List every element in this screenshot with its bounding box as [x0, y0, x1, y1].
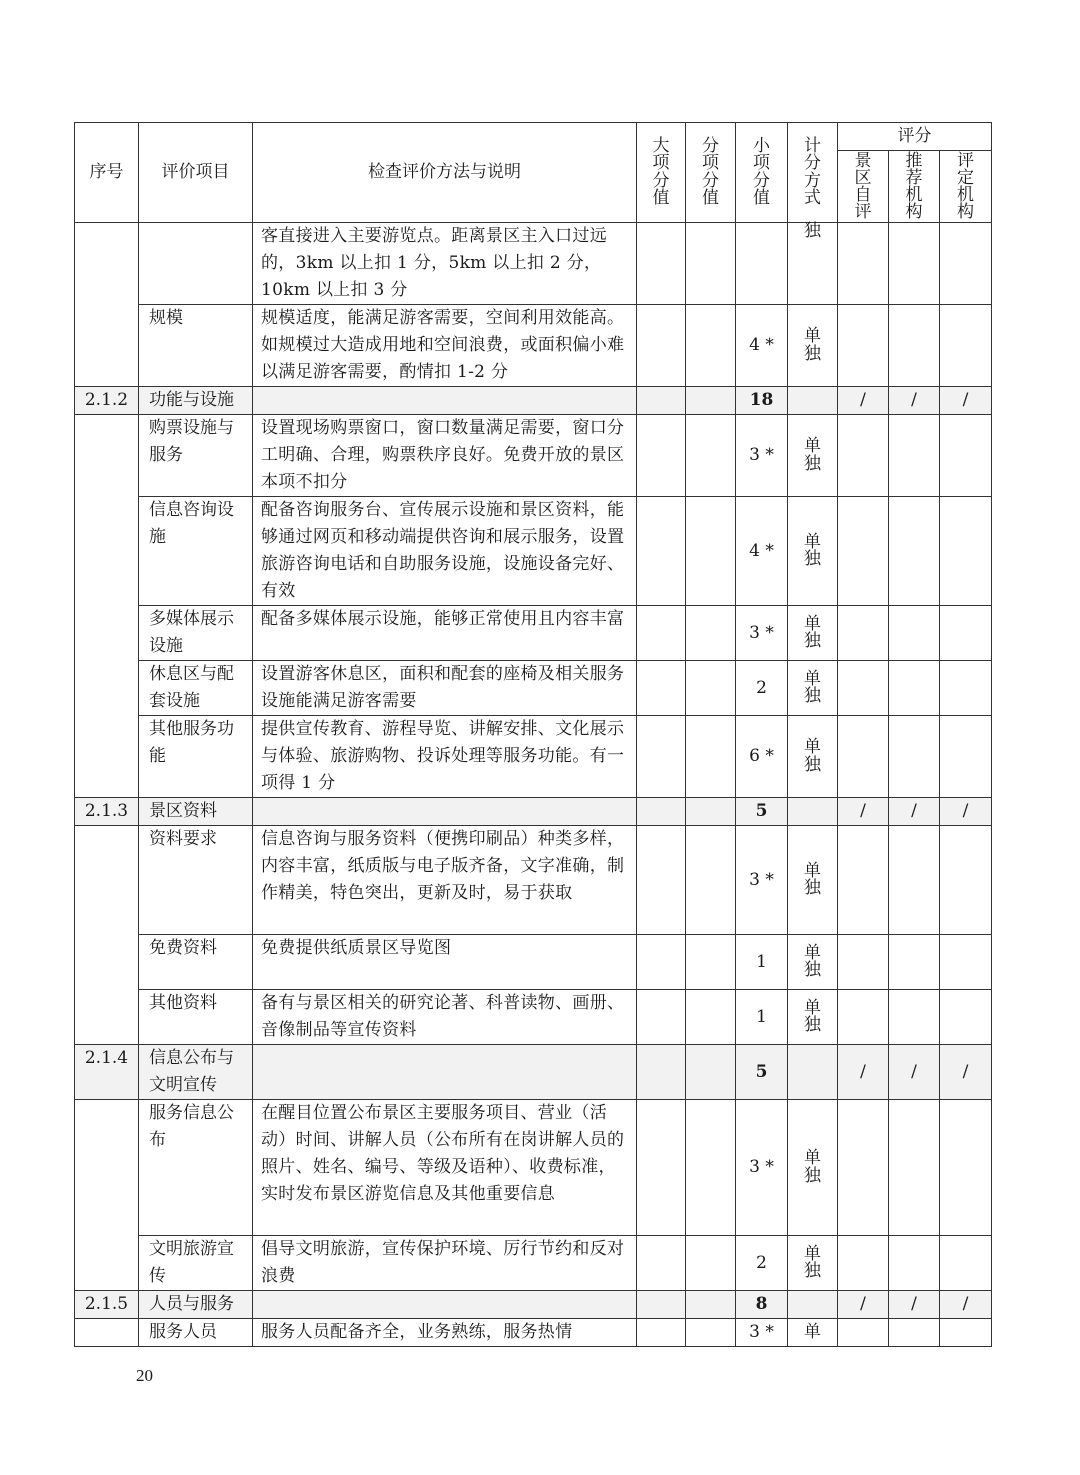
- row-method: 免费提供纸质景区导览图: [253, 935, 637, 990]
- row-minor: 18: [736, 387, 788, 415]
- row-item: 信息咨询设施: [139, 497, 253, 606]
- row-method: 配备咨询服务台、宣传展示设施和景区资料，能够通过网页和移动端提供咨询和展示服务，设置旅游咨询电话和自助服务设施，设施设备完好、有效: [253, 497, 637, 606]
- row-assess: /: [940, 387, 992, 415]
- row-seq: 2.1.2: [75, 387, 139, 415]
- row-seq: [75, 223, 139, 387]
- row-method: 规模适度，能满足游客需要，空间利用效能高。如规模过大造成用地和空间浪费，或面积偏小难以满足游客需要，酌情扣 1-2 分: [253, 305, 637, 387]
- table-row: [75, 990, 992, 1045]
- row-minor: 1: [736, 935, 788, 990]
- row-calc: 单独: [788, 1100, 838, 1236]
- header-score-group: 评分: [838, 123, 992, 151]
- row-minor: 8: [736, 1291, 788, 1319]
- row-item: 其他服务功能: [139, 716, 253, 798]
- header-item: 评价项目: [139, 123, 253, 223]
- row-item: 人员与服务: [139, 1291, 253, 1319]
- header-self-eval: [838, 151, 889, 223]
- row-item: 服务信息公布: [139, 1100, 253, 1236]
- row-item: 其他资料: [139, 990, 253, 1045]
- table-row: [75, 223, 992, 305]
- row-seq: 2.1.3: [75, 798, 139, 826]
- table-row: [75, 305, 992, 387]
- row-assess: /: [940, 798, 992, 826]
- table-row: [75, 661, 992, 716]
- row-method: 备有与景区相关的研究论著、科普读物、画册、音像制品等宣传资料: [253, 990, 637, 1045]
- row-minor: 4 *: [736, 497, 788, 606]
- row-recommend: /: [889, 798, 940, 826]
- row-method: 设置游客休息区，面积和配套的座椅及相关服务设施能满足游客需要: [253, 661, 637, 716]
- section-row: [75, 798, 992, 826]
- row-self: /: [838, 1291, 889, 1319]
- row-minor: 2: [736, 1236, 788, 1291]
- row-calc: 单独: [788, 661, 838, 716]
- row-seq: [75, 1100, 139, 1291]
- header-recommend: [889, 151, 940, 223]
- row-method: 信息咨询与服务资料（便携印刷品）种类多样，内容丰富，纸质版与电子版齐备，文字准确，制作精美，特色突出，更新及时，易于获取: [253, 826, 637, 935]
- row-recommend: /: [889, 1291, 940, 1319]
- row-self: /: [838, 387, 889, 415]
- row-minor: 1: [736, 990, 788, 1045]
- row-item: 信息公布与文明宣传: [139, 1045, 253, 1100]
- section-row: [75, 1291, 992, 1319]
- header-self-label: 景区自评: [854, 150, 872, 222]
- header-recommend-label: 推荐机构: [905, 150, 923, 222]
- row-item: 购票设施与服务: [139, 415, 253, 497]
- header-calc-label: 计分方式: [804, 135, 821, 208]
- row-minor: 3 *: [736, 826, 788, 935]
- row-item: 景区资料: [139, 798, 253, 826]
- row-minor: 3 *: [736, 415, 788, 497]
- row-calc: 单独: [788, 415, 838, 497]
- row-item: 规模: [139, 305, 253, 387]
- row-minor: 2: [736, 661, 788, 716]
- row-seq: [75, 826, 139, 1045]
- row-minor: 3 *: [736, 1319, 788, 1347]
- section-row: [75, 387, 992, 415]
- row-seq: [75, 1319, 139, 1347]
- row-item: 功能与设施: [139, 387, 253, 415]
- table-row: [75, 497, 992, 606]
- row-calc: 独: [788, 223, 838, 305]
- table-row: [75, 1100, 992, 1236]
- row-item: [139, 223, 253, 305]
- row-item: 多媒体展示设施: [139, 606, 253, 661]
- row-method: 配备多媒体展示设施，能够正常使用且内容丰富: [253, 606, 637, 661]
- header-seq: 序号: [75, 123, 139, 223]
- row-calc: 单独: [788, 497, 838, 606]
- table-row: [75, 1319, 992, 1347]
- row-assess: /: [940, 1291, 992, 1319]
- header-minor-label: 小项分值: [753, 135, 770, 208]
- row-calc: 单独: [788, 305, 838, 387]
- row-assess: /: [940, 1045, 992, 1100]
- row-item: 资料要求: [139, 826, 253, 935]
- header-minor-score: [736, 123, 788, 223]
- row-minor: 3 *: [736, 606, 788, 661]
- row-seq: [75, 415, 139, 798]
- header-calc-method: [788, 123, 838, 223]
- table-row: [75, 606, 992, 661]
- row-method: 在醒目位置公布景区主要服务项目、营业（活动）时间、讲解人员（公布所有在岗讲解人员的照片、姓名、编号、等级及语种）、收费标准，实时发布景区游览信息及其他重要信息: [253, 1100, 637, 1236]
- row-calc: 单独: [788, 716, 838, 798]
- row-method: 提供宣传教育、游程导览、讲解安排、文化展示与体验、旅游购物、投诉处理等服务功能。有一项得 1 分: [253, 716, 637, 798]
- page-number: 20: [136, 1366, 153, 1385]
- header-sub-score: [686, 123, 736, 223]
- row-seq: 2.1.4: [75, 1045, 139, 1100]
- row-calc: 单独: [788, 1236, 838, 1291]
- row-minor: 6 *: [736, 716, 788, 798]
- table-row: [75, 716, 992, 798]
- row-method: 设置现场购票窗口，窗口数量满足需要，窗口分工明确、合理，购票秩序良好。免费开放的景区本项不扣分: [253, 415, 637, 497]
- row-minor: [736, 223, 788, 305]
- row-recommend: /: [889, 1045, 940, 1100]
- row-method: 客直接进入主要游览点。距离景区主入口过远的，3km 以上扣 1 分，5km 以上扣 2 分，10km 以上扣 3 分: [253, 223, 637, 305]
- row-item: 文明旅游宣传: [139, 1236, 253, 1291]
- row-recommend: /: [889, 387, 940, 415]
- row-item: 服务人员: [139, 1319, 253, 1347]
- row-calc: 单独: [788, 606, 838, 661]
- section-row: [75, 1045, 992, 1100]
- table-row: [75, 1236, 992, 1291]
- row-minor: 3 *: [736, 1100, 788, 1236]
- header-sub-label: 分项分值: [702, 135, 719, 208]
- row-method: 服务人员配备齐全，业务熟练，服务热情: [253, 1319, 637, 1347]
- header-assess-label: 评定机构: [957, 150, 975, 222]
- row-self: /: [838, 1045, 889, 1100]
- row-item: 休息区与配套设施: [139, 661, 253, 716]
- header-major-label: 大项分值: [652, 135, 670, 208]
- evaluation-table-container: [74, 122, 991, 1347]
- row-calc: 单独: [788, 990, 838, 1045]
- header-assess: [940, 151, 992, 223]
- table-row: [75, 826, 992, 935]
- table-row: [75, 935, 992, 990]
- table-row: [75, 415, 992, 497]
- header-major-score: [637, 123, 686, 223]
- row-minor: 5: [736, 1045, 788, 1100]
- row-minor: 4 *: [736, 305, 788, 387]
- evaluation-table: [74, 122, 992, 1347]
- row-self: /: [838, 798, 889, 826]
- header-method: 检查评价方法与说明: [253, 123, 637, 223]
- row-calc: 单: [788, 1319, 838, 1347]
- row-minor: 5: [736, 798, 788, 826]
- row-calc: 单独: [788, 935, 838, 990]
- row-seq: 2.1.5: [75, 1291, 139, 1319]
- row-item: 免费资料: [139, 935, 253, 990]
- row-calc: 单独: [788, 826, 838, 935]
- row-method: 倡导文明旅游，宣传保护环境、厉行节约和反对浪费: [253, 1236, 637, 1291]
